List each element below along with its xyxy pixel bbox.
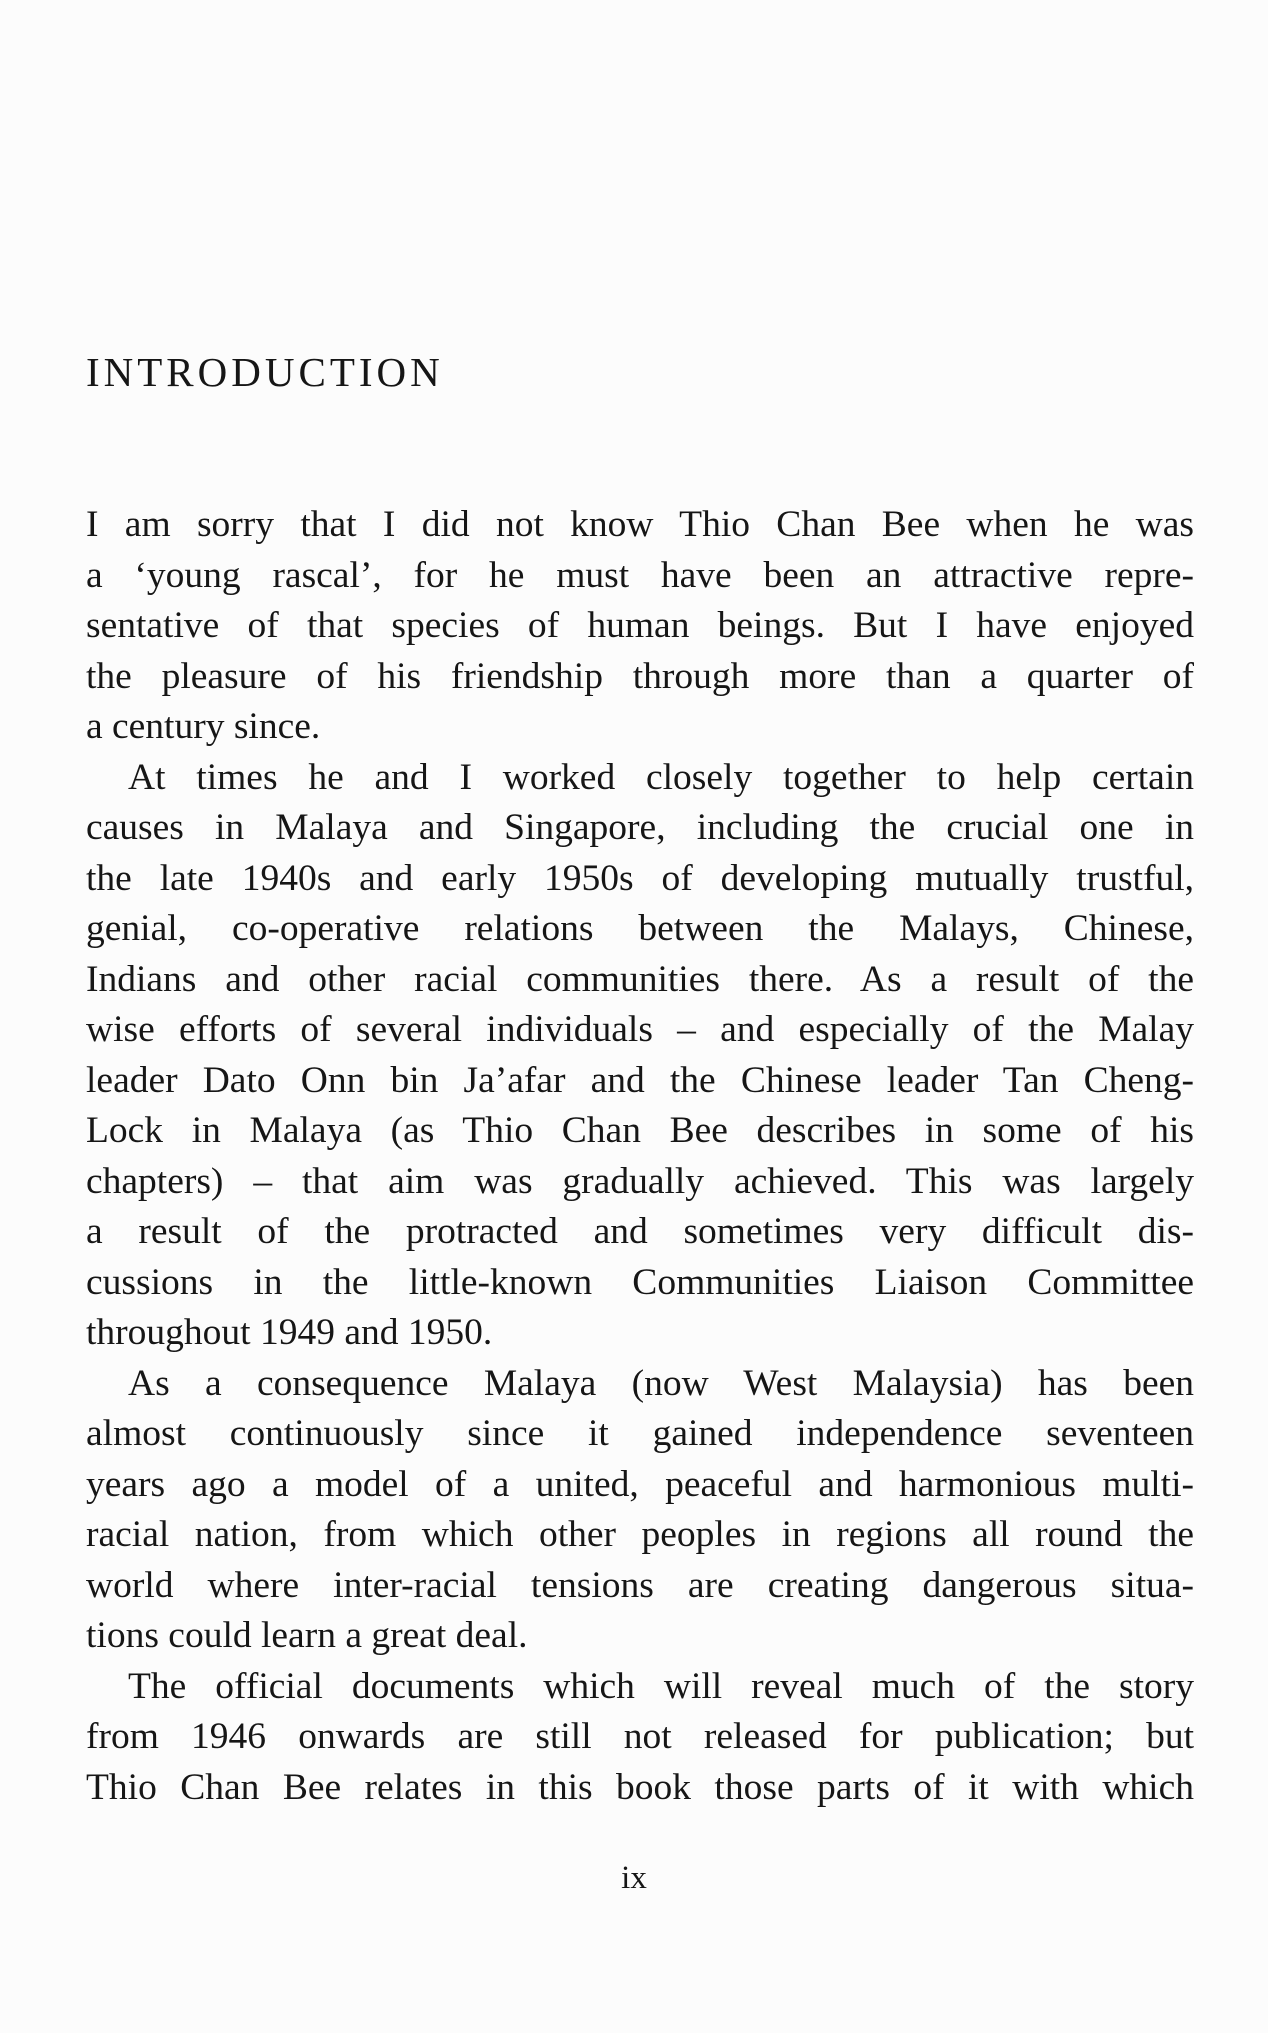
paragraph (86, 500, 1194, 753)
text-line: years ago a model of a united, peaceful and harmonious multi- (86, 1463, 1194, 1505)
text-line: throughout 1949 and 1950. (86, 1312, 493, 1353)
text-line: a result of the protracted and sometimes very difficult dis- (86, 1211, 1194, 1252)
text-line: the pleasure of his friendship through more than a quarter of (86, 655, 1194, 697)
text-line: the late 1940s and early 1950s of developing mutually trustful, (86, 857, 1194, 899)
text-line: Lock in Malaya (as Thio Chan Bee describes in some of his (86, 1110, 1194, 1151)
text-line: from 1946 onwards are still not released for publication; but (86, 1716, 1194, 1757)
text-line: The official documents which will reveal much of the story (128, 1665, 1194, 1707)
text-line: chapters) – that aim was gradually achieved. This was largely (86, 1160, 1194, 1202)
paragraph (86, 1662, 1194, 1814)
text-line: At times he and I worked closely together to help certain (128, 756, 1194, 798)
chapter-heading: INTRODUCTION (86, 349, 444, 395)
text-line: I am sorry that I did not know Thio Chan Bee when he was (86, 504, 1194, 545)
paragraph (86, 753, 1194, 1359)
text-line: Thio Chan Bee relates in this book those parts of it with which (86, 1766, 1194, 1808)
text-line: leader Dato Onn bin Ja’afar and the Chinese leader Tan Cheng- (86, 1059, 1194, 1101)
text-line: world where inter-racial tensions are creating dangerous situa- (86, 1564, 1194, 1606)
body-text (86, 500, 1194, 1813)
text-line: cussions in the little-known Communities Liaison Committee (86, 1261, 1194, 1303)
paragraph (86, 1359, 1194, 1662)
text-line: wise efforts of several individuals – and especially of the Malay (86, 1009, 1194, 1050)
text-line: a century since. (86, 706, 321, 747)
text-line: sentative of that species of human beings. But I have enjoyed (86, 605, 1194, 646)
text-line: As a consequence Malaya (now West Malaysia) has been (128, 1362, 1194, 1404)
reverse-page-bleed-through (85, 0, 1195, 386)
text-line: racial nation, from which other peoples in regions all round the (86, 1514, 1194, 1555)
page-number: ix (621, 1860, 647, 1896)
text-line: tions could learn a great deal. (86, 1615, 528, 1656)
text-line: a ‘young rascal’, for he must have been an attractive repre- (86, 554, 1194, 596)
text-line: almost continuously since it gained independence seventeen (86, 1413, 1194, 1454)
text-line: genial, co-operative relations between the Malays, Chinese, (86, 908, 1194, 949)
text-line: Indians and other racial communities there. As a result of the (86, 958, 1194, 1000)
text-line: causes in Malaya and Singapore, including the crucial one in (86, 807, 1194, 848)
